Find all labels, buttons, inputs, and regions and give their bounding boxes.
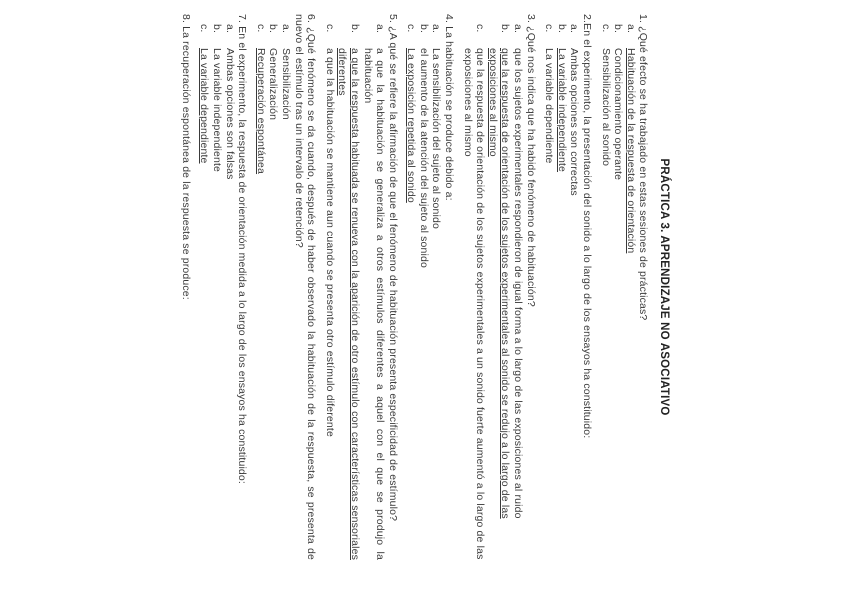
question-list	[175, 14, 649, 560]
answer-option	[254, 24, 267, 560]
option-letter: c.	[599, 24, 612, 33]
question-text: 7. En el experimento, la respuesta de orientación medida a lo largo de los ensayos ha constituido:	[236, 14, 249, 484]
option-text: La variable dependiente	[543, 48, 556, 164]
answer-option	[543, 24, 556, 560]
correct-answer-text: Recuperación espontánea	[254, 48, 267, 175]
option-letter: c.	[323, 24, 336, 33]
answer-option	[612, 24, 625, 560]
answer-options	[405, 14, 443, 560]
option-letter: b.	[211, 24, 223, 34]
question-text: 3. ¿Qué nos indica que ha habido fenómeno de habituación?	[524, 14, 537, 307]
option-letter: c.	[543, 24, 556, 33]
answer-option	[599, 24, 612, 560]
answer-option	[323, 24, 336, 560]
correct-answer-text: que la respuesta de orientación de los sujetos experimentales al sonido se redujo a lo largo de las exposiciones al mismo	[486, 48, 512, 519]
answer-option	[279, 24, 292, 560]
option-text: a que la habituación se generaliza a otros estímulos diferentes a aquel con el que se produjo la habituación	[361, 48, 387, 560]
option-letter: c.	[474, 24, 487, 33]
question-text: 5. ¿A qué se refiere la afirmación de que el fenómeno de habituación presenta especificidad de estímulo?	[386, 14, 399, 522]
option-letter: b.	[499, 24, 512, 34]
answer-options	[599, 14, 637, 560]
option-letter: a.	[430, 24, 443, 34]
option-text: que la respuesta de orientación de los sujetos experimentales a un sonido fuerte aumentó a lo largo de las exposiciones al mismo	[461, 48, 487, 560]
question-text: 2.En el experimento, la presentación del sonido a lo largo de los ensayos ha constituido:	[581, 14, 594, 439]
answer-option	[267, 24, 280, 560]
option-letter: c.	[405, 24, 418, 33]
answer-option	[430, 24, 443, 560]
answer-option	[555, 24, 568, 560]
answer-options	[254, 14, 292, 560]
question-text: 6. ¿Qué fenómeno se da cuando, después de haber observado la habituación de la respuesta, se presenta de nuevo el estímulo tras un intervalo de retención?	[292, 14, 318, 560]
correct-answer-text: a que la respuesta habituada se renueva con la aparición de otro estímulo con características sensoriales diferentes	[336, 48, 361, 560]
option-letter: b.	[612, 24, 625, 34]
option-text: el aumento de la atención del sujeto al sonido	[417, 48, 430, 268]
option-letter: c.	[198, 24, 211, 33]
document-page	[28, 0, 848, 580]
option-letter: b.	[555, 24, 568, 34]
option-letter: a.	[223, 24, 236, 34]
correct-answer-text: Habituación de la respuesta de orientación	[624, 48, 637, 254]
option-text: que los sujetos experimentales respondieron de igual forma a lo largo de las exposiciones al ruido	[512, 48, 525, 519]
answer-option	[336, 24, 361, 560]
option-letter: b.	[417, 24, 430, 34]
question-text: 4. La habituación se produce debido a:	[443, 14, 456, 201]
answer-options	[461, 14, 524, 560]
answer-option	[461, 24, 486, 560]
question-text: 1. ¿Qué efecto se ha trabajado en estas sesiones de prácticas?	[637, 14, 650, 321]
option-text: a que la habituación se mantiene aun cuando se presenta otro estímulo diferente	[323, 48, 336, 437]
option-letter: a.	[568, 24, 581, 34]
page-title: PRÁCTICA 3. APRENDIZAJE NO ASOCIATIVO	[658, 158, 670, 416]
option-letter: a.	[374, 24, 387, 34]
answer-options	[198, 14, 236, 560]
option-letter: a.	[512, 24, 525, 34]
answer-option	[486, 24, 511, 560]
option-letter: a.	[624, 24, 637, 34]
option-text: Condicionamiento operante	[612, 48, 625, 181]
answer-option	[568, 24, 581, 560]
correct-answer-text: La exposición repetida al sonido	[405, 48, 418, 203]
answer-option	[624, 24, 637, 560]
option-letter: c.	[254, 24, 267, 33]
option-text: Ambas opciones son falsas	[223, 48, 236, 180]
answer-option	[223, 24, 236, 560]
correct-answer-text: La variable dependiente	[198, 48, 211, 164]
answer-options	[323, 14, 386, 560]
option-letter: b.	[267, 24, 280, 34]
answer-option	[405, 24, 418, 560]
option-text: Ambas opciones son correctas	[568, 48, 581, 196]
answer-option	[198, 24, 211, 560]
option-text: Sensibilización	[279, 48, 292, 120]
answer-option	[210, 24, 223, 560]
answer-option	[511, 24, 524, 560]
answer-option	[361, 24, 386, 560]
option-letter: b.	[348, 24, 361, 34]
option-text: Sensibilización al sonido	[599, 48, 612, 167]
option-text: La sensibilización del sujeto al sonido	[430, 48, 443, 229]
answer-option	[417, 24, 430, 560]
option-text: Generalización	[267, 48, 280, 121]
answer-options	[543, 14, 581, 560]
question-text: 8. La recuperación espontánea de la respuesta se produce:	[179, 14, 192, 300]
option-text: La variable independiente	[211, 48, 223, 173]
correct-answer-text: La variable independiente	[555, 48, 568, 173]
option-letter: a.	[279, 24, 292, 34]
